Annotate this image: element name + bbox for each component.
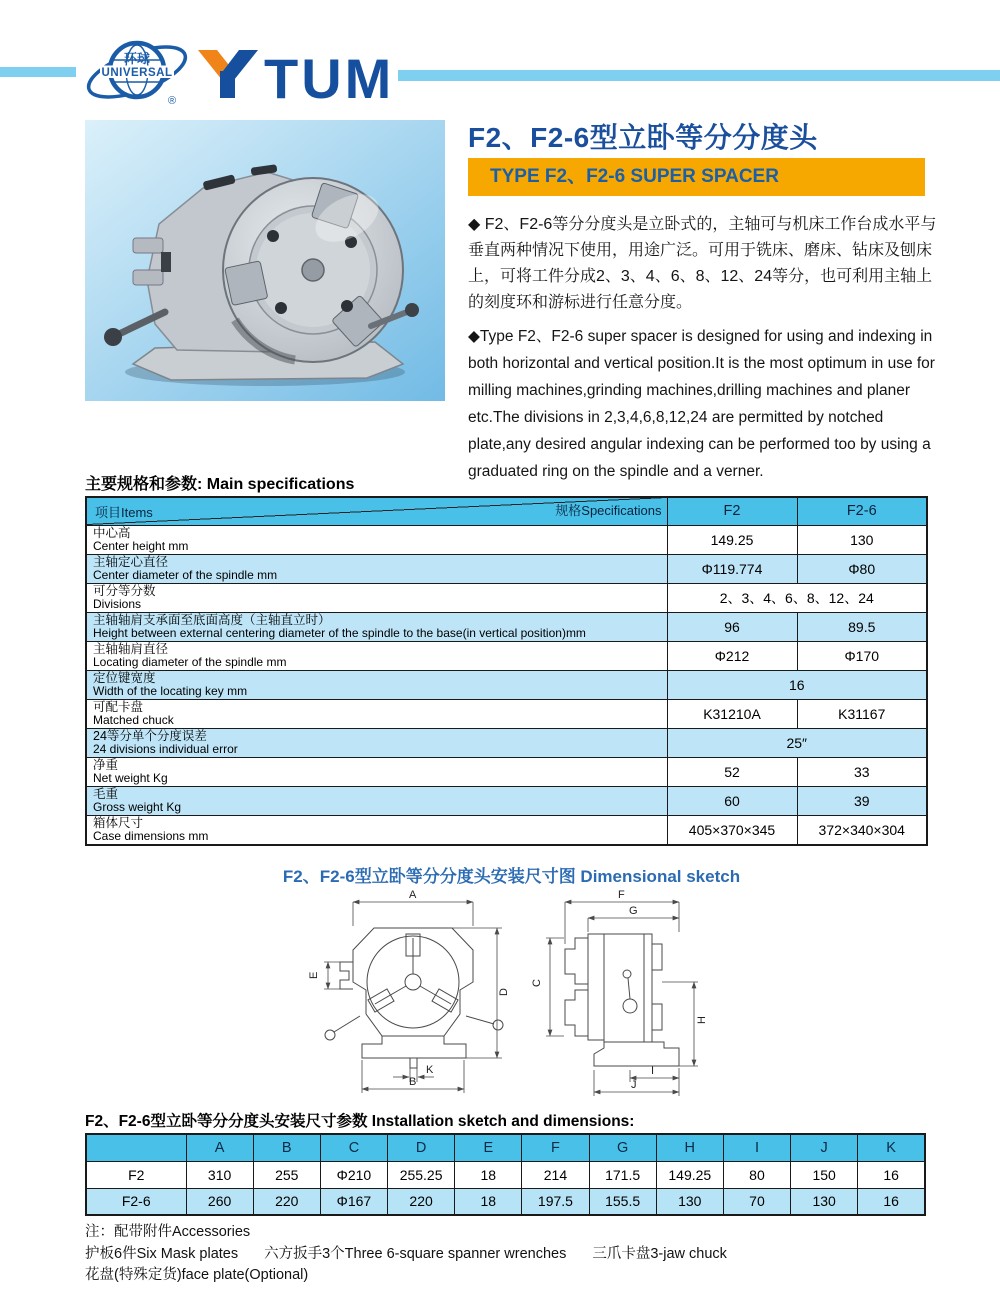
notes-item: 护板6件Six Mask plates [85,1245,239,1262]
table-row [86,525,927,554]
dim-label-A: A [409,889,417,901]
globe-text-universal: UNIVERSAL [101,67,173,79]
spec-table [85,496,928,846]
globe-text-zh: 环球 [123,51,151,66]
notes-title: 注：配带附件Accessories [85,1224,251,1240]
spec-value: 405×370×345 [667,815,797,845]
spec-item: 可配卡盘 Matched chuck [86,699,667,728]
install-value: 130 [656,1188,723,1215]
spec-item: 可分等分数 Divisions [86,583,667,612]
accessories-notes [85,1222,925,1287]
install-col: I [723,1134,790,1161]
spec-item: 24等分单个分度误差 24 divisions individual error [86,728,667,757]
install-header-row [86,1134,925,1161]
dim-label-F: F [618,889,625,901]
install-value: 16 [858,1161,925,1188]
spec-item: 中心高 Center height mm [86,525,667,554]
ytum-wordmark [194,44,404,104]
product-photo [85,120,445,401]
install-col: B [253,1134,320,1161]
spec-value: 372×340×304 [797,815,927,845]
install-value: 197.5 [522,1188,589,1215]
install-value: 214 [522,1161,589,1188]
dim-label-G: G [629,905,638,917]
install-col: A [186,1134,253,1161]
spec-value: 52 [667,757,797,786]
spec-value: 33 [797,757,927,786]
dim-label-B: B [409,1076,417,1088]
description-chinese: ◆ F2、F2-6等分分度头是立卧式的，主轴可与机床工作台成水平与垂直两种情况下使用，用途广泛。可用于铣床、磨床、钻床及刨床上，可将工件分成2、3、4、6、8、12、24等分，也可利用主轴上的刻度环和游标进行任意分度。 [468,216,937,311]
install-col: H [656,1134,723,1161]
spec-corner-cell [86,497,667,525]
install-value: 310 [186,1161,253,1188]
table-row [86,1188,925,1215]
table-row [86,554,927,583]
install-col: G [589,1134,656,1161]
header-rule-right [398,70,1000,81]
table-row [86,641,927,670]
spec-item: 净重 Net weight Kg [86,757,667,786]
spec-item: 毛重 Gross weight Kg [86,786,667,815]
spec-value: 149.25 [667,525,797,554]
dim-label-E: E [308,971,320,979]
spec-item: 主轴轴肩支承面至底面高度（主轴直立时） Height between external centering diameter of the spindle to the base(in vertical position)mm [86,612,667,641]
install-model: F2 [86,1161,186,1188]
install-value: 150 [791,1161,858,1188]
notes-line2 [85,1244,925,1266]
spec-value: 39 [797,786,927,815]
install-value: 149.25 [656,1161,723,1188]
notes-item: 六方扳手3个Three 6-square spanner wrenches [264,1245,567,1262]
description-english: ◆Type F2、F2-6 super spacer is designed for using and indexing in both horizontal and vertical position.It is the most optimum in use for milling machines,grinding machines,drilling machines and planer etc.The divisions in 2,3,4,6,8,12,24 are permitted by notched plate,any desired angular indexing can be performed too by using a graduated ring on the spindle and a verner. [468,328,935,480]
install-value: 16 [858,1188,925,1215]
install-value: 220 [388,1188,455,1215]
spec-col-f26: F2-6 [797,497,927,525]
table-row [86,699,927,728]
spec-value: Φ212 [667,641,797,670]
header-rule-left [0,67,76,77]
sketch-heading: F2、F2-6型立卧等分分度头安装尺寸图 Dimensional sketch [282,867,741,886]
dim-label-C: C [531,979,543,987]
install-col: D [388,1134,455,1161]
spec-value: Φ170 [797,641,927,670]
spec-item: 主轴定心直径 Center diameter of the spindle mm [86,554,667,583]
spec-col-f2: F2 [667,497,797,525]
install-col: F [522,1134,589,1161]
install-value: 255 [253,1161,320,1188]
install-value: Φ167 [320,1188,387,1215]
registered-mark: ® [168,95,177,107]
install-value: 80 [723,1161,790,1188]
type-banner: TYPE F2、F2-6 SUPER SPACER [468,158,925,196]
install-col: K [858,1134,925,1161]
install-table [85,1133,926,1216]
spec-value-merged: 2、3、4、6、8、12、24 [667,583,927,612]
spec-item: 定位键宽度 Width of the locating key mm [86,670,667,699]
table-row [86,728,927,757]
install-col: E [455,1134,522,1161]
table-row [86,786,927,815]
spec-value: K31210A [667,699,797,728]
front-view-dimensions [308,889,510,1093]
install-value: 171.5 [589,1161,656,1188]
spec-item: 箱体尺寸 Case dimensions mm [86,815,667,845]
table-row [86,670,927,699]
dimensional-sketch [298,886,718,1098]
front-view-drawing [325,928,503,1068]
install-value: 220 [253,1188,320,1215]
install-value: 70 [723,1188,790,1215]
install-value: 130 [791,1188,858,1215]
table-row [86,1161,925,1188]
spec-value: 89.5 [797,612,927,641]
table-row [86,583,927,612]
spec-heading: 主要规格和参数: Main specifications [85,476,355,493]
side-view-drawing [565,934,679,1066]
install-value: Φ210 [320,1161,387,1188]
install-col: J [791,1134,858,1161]
spec-value: Φ80 [797,554,927,583]
notes-item: 三爪卡盘3-jaw chuck [592,1245,727,1262]
install-value: 255.25 [388,1161,455,1188]
page-title: F2、F2-6型立卧等分分度头 [468,122,818,153]
dim-label-D: D [498,988,510,996]
spec-value: Φ119.774 [667,554,797,583]
install-value: 155.5 [589,1188,656,1215]
wordmark-tum: TUM [264,47,395,104]
install-heading: F2、F2-6型立卧等分分度头安装尺寸参数 Installation sketch and dimensions: [85,1113,635,1130]
universal-globe-logo [84,32,190,112]
spec-value: 130 [797,525,927,554]
spec-value: 60 [667,786,797,815]
spec-value-merged: 16 [667,670,927,699]
table-row [86,757,927,786]
spec-header-row [86,497,927,525]
spec-corner-specs: 规格Specifications [555,503,662,518]
install-model: F2-6 [86,1188,186,1215]
dim-label-J: J [631,1079,637,1091]
install-value: 18 [455,1161,522,1188]
spec-corner-items: 项目Items [95,504,153,520]
dim-label-H: H [696,1016,708,1024]
wordmark-y-stem [220,71,235,98]
install-corner-cell [86,1134,186,1161]
spec-item: 主轴轴肩直径 Locating diameter of the spindle mm [86,641,667,670]
table-row [86,815,927,845]
spec-value: 96 [667,612,797,641]
table-row [86,612,927,641]
notes-line3: 花盘(特殊定货)face plate(Optional) [85,1267,309,1283]
dim-label-I: I [651,1065,655,1077]
install-col: C [320,1134,387,1161]
dim-label-K: K [426,1064,434,1076]
spec-value-merged: 25″ [667,728,927,757]
install-value: 260 [186,1188,253,1215]
install-value: 18 [455,1188,522,1215]
spec-value: K31167 [797,699,927,728]
side-view-dimensions [531,889,708,1096]
